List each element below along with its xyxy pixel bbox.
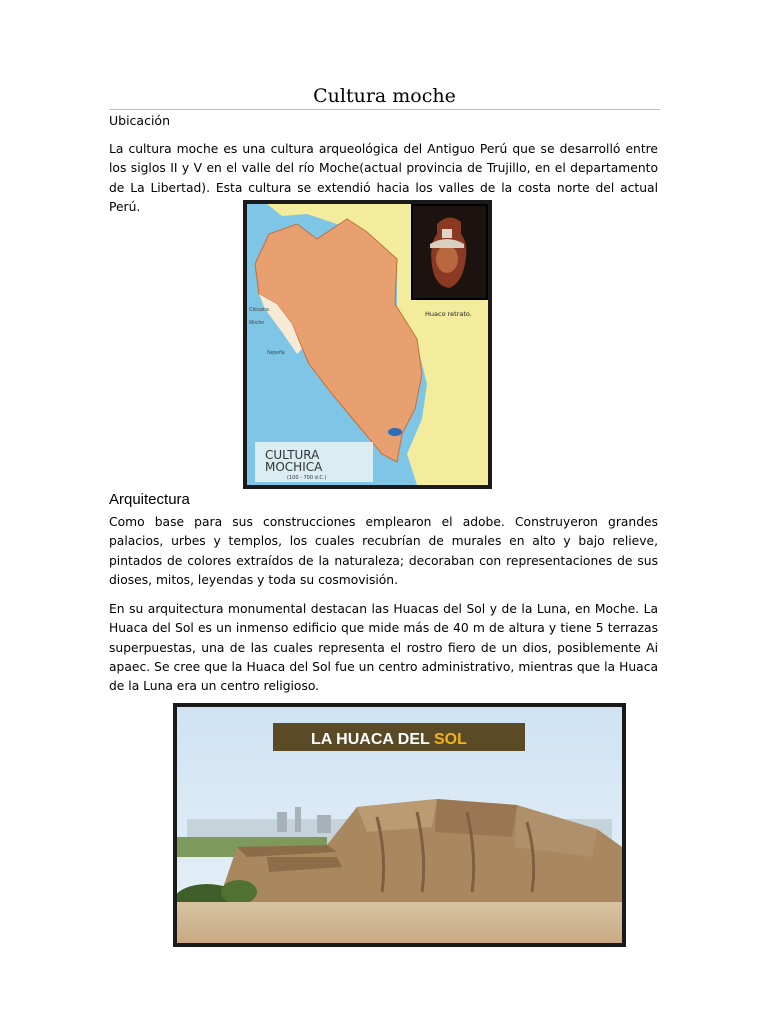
paragraph-arquitectura-2: En su arquitectura monumental destacan las Huacas del Sol y de la Luna, en Moche. La Huaca del Sol es un inmenso edificio que mide más de 40 m de altura y tiene 5 terrazas superpuestas, una de las cuales representa el rostro fiero de un dios, posiblemente Ai apaec. Se cree que la Huaca del Sol fue un centro administrativo, mientras que la Huaca de la Luna era un centro religioso.: [109, 602, 658, 694]
page-title: Cultura moche: [109, 84, 660, 110]
svg-text:Nepeña: Nepeña: [267, 350, 285, 356]
section-heading-ubicacion: Ubicación: [109, 113, 171, 128]
inset-caption: Huaco retrato.: [425, 310, 472, 318]
svg-text:Moche: Moche: [249, 320, 265, 326]
banner-text: [311, 731, 467, 748]
peru-map-image: [247, 204, 488, 485]
map-figure: [243, 200, 492, 489]
paragraph-ubicacion: La cultura moche es una cultura arqueológica del Antiguo Perú que se desarrolló entre los siglos II y V en el valle del río Moche(actual provincia de Trujillo, en el departamento de La Libertad). Esta cultura se extendió hacia los valles de la costa norte del actual Perú.: [109, 142, 658, 214]
huaca-figure: [173, 703, 626, 947]
map-caption-dates: (100 - 700 d.C.): [287, 475, 327, 481]
svg-text:Chicama: Chicama: [249, 307, 269, 313]
paragraph-arquitectura-1: Como base para sus construcciones emplearon el adobe. Construyeron grandes palacios, urbes y templos, los cuales recubrían de murales en alto y bajo relieve, pintados de colores extraídos de la naturaleza; decoraban con representaciones de sus dioses, mitos, leyendas y toda su cosmovisión.: [109, 515, 658, 587]
section-heading-arquitectura: Arquitectura: [109, 491, 190, 508]
map-caption-line2: MOCHICA: [265, 460, 323, 474]
banner-text-part2: SOL: [433, 731, 467, 748]
banner-text-part1: LA HUACA DEL: [311, 731, 434, 748]
map-caption-line1: CULTURA: [265, 448, 320, 462]
huaca-del-sol-photo: [177, 707, 622, 943]
